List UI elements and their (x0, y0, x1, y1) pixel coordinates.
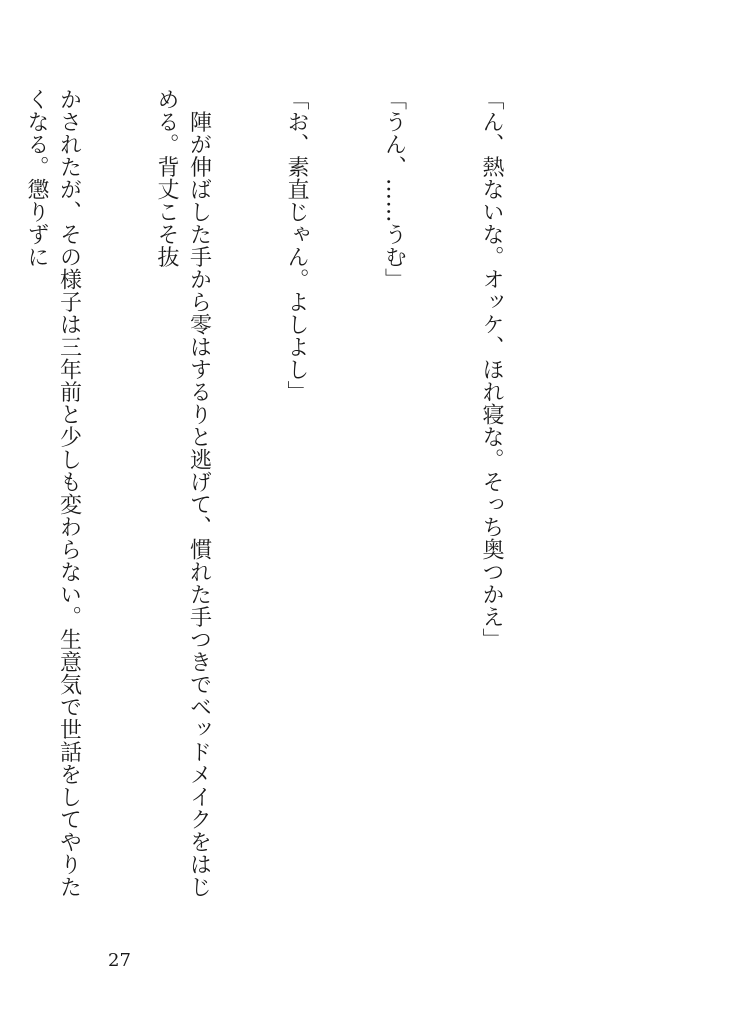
text-line: 「お、素直じゃん。よしよし」 (284, 88, 309, 403)
vertical-text-body (0, 88, 572, 918)
text-line: 「うん、……うむ」 (381, 88, 407, 291)
page-number: 27 (108, 950, 131, 971)
text-line: かされたが、その様子は三年前と少しも変わらない。生意気で世話をしてやりたくなる。懲りずに (24, 88, 82, 898)
text-line: 「ん、熱ないな。オッケ、ほれ寝な。そっち奥つかえ」 (479, 88, 504, 651)
text-line: 陣が伸ばした手から零はするりと逃げて、慣れた手つきでベッドメイクをはじめる。背丈こそ抜 (154, 88, 212, 898)
